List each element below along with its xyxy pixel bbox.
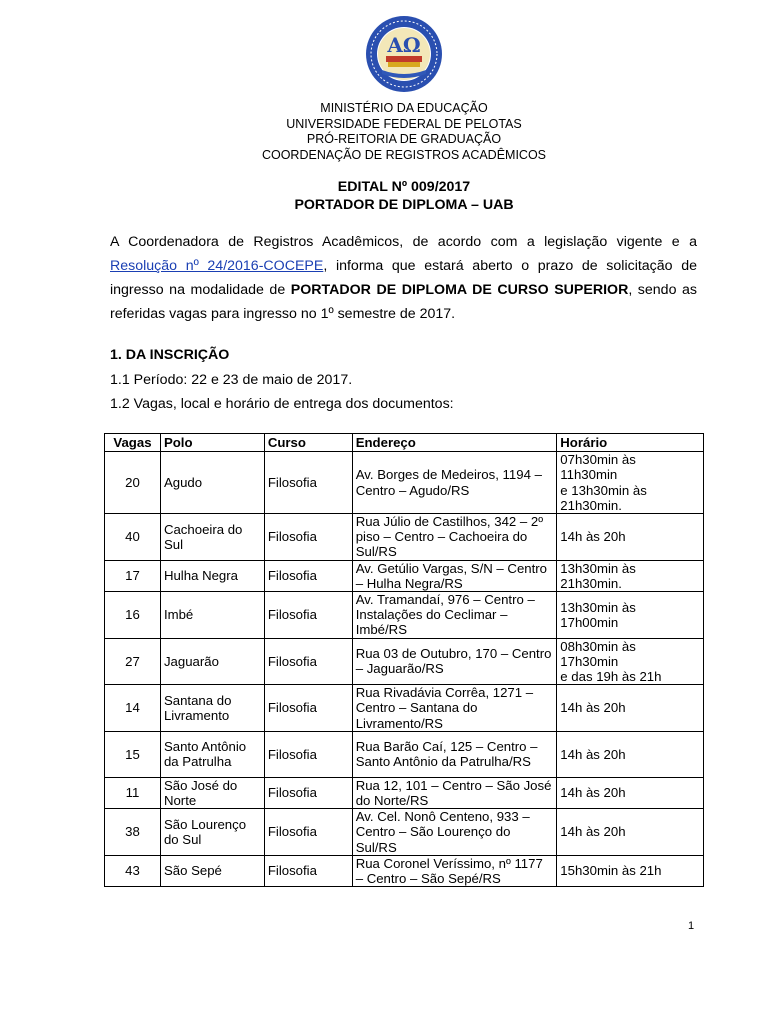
cell-polo: Jaguarão	[160, 638, 264, 685]
cell-vagas: 17	[105, 560, 161, 591]
cell-polo: Cachoeira do Sul	[160, 514, 264, 561]
col-header-vagas: Vagas	[105, 434, 161, 452]
horario-line: 14h às 20h	[560, 700, 626, 716]
cell-vagas: 38	[105, 809, 161, 856]
cell-horario	[557, 731, 704, 777]
horario-line: 07h30min às	[560, 452, 636, 468]
cell-horario	[557, 638, 704, 685]
cell-curso: Filosofia	[264, 560, 352, 591]
cell-endereco: Rua Barão Caí, 125 – Centro – Santo Antônio da Patrulha/RS	[352, 731, 557, 777]
table-row	[105, 809, 704, 856]
intro-paragraph	[110, 230, 697, 326]
cell-vagas: 20	[105, 452, 161, 514]
col-header-endereco: Endereço	[352, 434, 557, 452]
cell-curso: Filosofia	[264, 855, 352, 886]
horario-line: e 13h30min às	[560, 482, 647, 498]
horario-line: 17h30min	[560, 653, 619, 669]
intro-text-1: A Coordenadora de Registros Acadêmicos, de acordo com a legislação vigente e a	[110, 234, 697, 250]
table-row	[105, 777, 704, 808]
cell-horario	[557, 777, 704, 808]
cell-curso: Filosofia	[264, 731, 352, 777]
cell-curso: Filosofia	[264, 638, 352, 685]
cell-curso: Filosofia	[264, 777, 352, 808]
cell-horario	[557, 685, 704, 732]
cell-polo: Santana do Livramento	[160, 685, 264, 732]
cell-horario	[557, 560, 704, 591]
cell-vagas: 15	[105, 731, 161, 777]
cell-endereco: Av. Cel. Nonô Centeno, 933 – Centro – São Lourenço do Sul/RS	[352, 809, 557, 856]
cell-polo: Agudo	[160, 452, 264, 514]
cell-polo: São Lourenço do Sul	[160, 809, 264, 856]
cell-vagas: 16	[105, 592, 161, 639]
header-ministry: MINISTÉRIO DA EDUCAÇÃO	[320, 101, 488, 115]
cell-vagas: 40	[105, 514, 161, 561]
table-header-row	[105, 434, 704, 452]
header-university: UNIVERSIDADE FEDERAL DE PELOTAS	[286, 116, 522, 131]
cell-horario	[557, 452, 704, 514]
cell-curso: Filosofia	[264, 809, 352, 856]
table-row	[105, 514, 704, 561]
cell-curso: Filosofia	[264, 514, 352, 561]
col-header-polo: Polo	[160, 434, 264, 452]
cell-vagas: 14	[105, 685, 161, 732]
resolution-link[interactable]: Resolução nº 24/2016-COCEPE	[110, 258, 324, 274]
horario-line: 15h30min às 21h	[560, 863, 662, 879]
cell-polo: Santo Antônio da Patrulha	[160, 731, 264, 777]
cell-endereco: Rua Coronel Veríssimo, nº 1177 – Centro – São Sepé/RS	[352, 855, 557, 886]
cell-endereco: Rua 12, 101 – Centro – São José do Norte/RS	[352, 777, 557, 808]
cell-vagas: 27	[105, 638, 161, 685]
edital-subject: PORTADOR DE DIPLOMA – UAB	[294, 197, 514, 213]
svg-text:AΩ: AΩ	[387, 33, 421, 57]
cell-endereco: Rua 03 de Outubro, 170 – Centro – Jaguarão/RS	[352, 638, 557, 685]
cell-polo: São Sepé	[160, 855, 264, 886]
cell-endereco: Rua Júlio de Castilhos, 342 – 2º piso – Centro – Cachoeira do Sul/RS	[352, 514, 557, 561]
col-header-curso: Curso	[264, 434, 352, 452]
table-row	[105, 592, 704, 639]
cell-curso: Filosofia	[264, 592, 352, 639]
cell-horario	[557, 514, 704, 561]
intro-bold-modality: PORTADOR DE DIPLOMA DE CURSO SUPERIOR	[290, 282, 629, 298]
university-seal-logo	[364, 14, 444, 94]
table-row	[105, 560, 704, 591]
cell-polo: Hulha Negra	[160, 560, 264, 591]
col-header-horario: Horário	[557, 434, 704, 452]
page-number: 1	[688, 920, 695, 932]
horario-line: 14h às 20h	[560, 746, 626, 762]
horario-line: 13h30min às	[560, 560, 636, 576]
section-item-vagas: 1.2 Vagas, local e horário de entrega dos documentos:	[110, 396, 454, 412]
header-pro-rectorate: PRÓ-REITORIA DE GRADUAÇÃO	[306, 132, 502, 146]
cell-vagas: 11	[105, 777, 161, 808]
vagas-table	[104, 433, 704, 887]
cell-polo: São José do Norte	[160, 777, 264, 808]
horario-line: 14h às 20h	[560, 785, 626, 801]
horario-line: 14h às 20h	[560, 529, 626, 545]
table-row	[105, 731, 704, 777]
horario-line: 13h30min às	[560, 599, 636, 615]
document-title	[0, 178, 770, 214]
table-row	[105, 638, 704, 685]
cell-polo: Imbé	[160, 592, 264, 639]
horario-line: 17h00min	[560, 614, 619, 630]
header-coordination: COORDENAÇÃO DE REGISTROS ACADÊMICOS	[261, 147, 547, 162]
institution-header	[0, 101, 770, 163]
cell-horario	[557, 592, 704, 639]
horario-line: 14h às 20h	[560, 824, 626, 840]
section-title-inscricao: 1. DA INSCRIÇÃO	[110, 347, 230, 363]
edital-number: EDITAL Nº 009/2017	[337, 179, 471, 195]
cell-horario	[557, 809, 704, 856]
table-row	[105, 685, 704, 732]
cell-curso: Filosofia	[264, 452, 352, 514]
cell-curso: Filosofia	[264, 685, 352, 732]
intro-text-3: , sendo as referidas vagas para ingresso no 1º semestre de 2017.	[110, 282, 698, 322]
horario-line: e das 19h às 21h	[560, 669, 662, 685]
horario-line: 21h30min.	[560, 575, 622, 591]
horario-line: 11h30min	[560, 467, 618, 483]
table-row	[105, 452, 704, 514]
cell-vagas: 43	[105, 855, 161, 886]
cell-endereco: Av. Borges de Medeiros, 1194 – Centro – Agudo/RS	[352, 452, 557, 514]
intro-text-2: , informa que estará aberto o prazo de solicitação de ingresso na modalidade de	[110, 258, 697, 298]
section-item-periodo: 1.1 Período: 22 e 23 de maio de 2017.	[110, 372, 353, 388]
cell-horario	[557, 855, 704, 886]
horario-line: 08h30min às	[560, 638, 636, 654]
cell-endereco: Rua Rivadávia Corrêa, 1271 – Centro – Santana do Livramento/RS	[352, 685, 557, 732]
horario-line: 21h30min.	[560, 497, 622, 513]
cell-endereco: Av. Getúlio Vargas, S/N – Centro – Hulha Negra/RS	[352, 560, 557, 591]
table-row	[105, 855, 704, 886]
cell-endereco: Av. Tramandaí, 976 – Centro – Instalações do Ceclimar – Imbé/RS	[352, 592, 557, 639]
